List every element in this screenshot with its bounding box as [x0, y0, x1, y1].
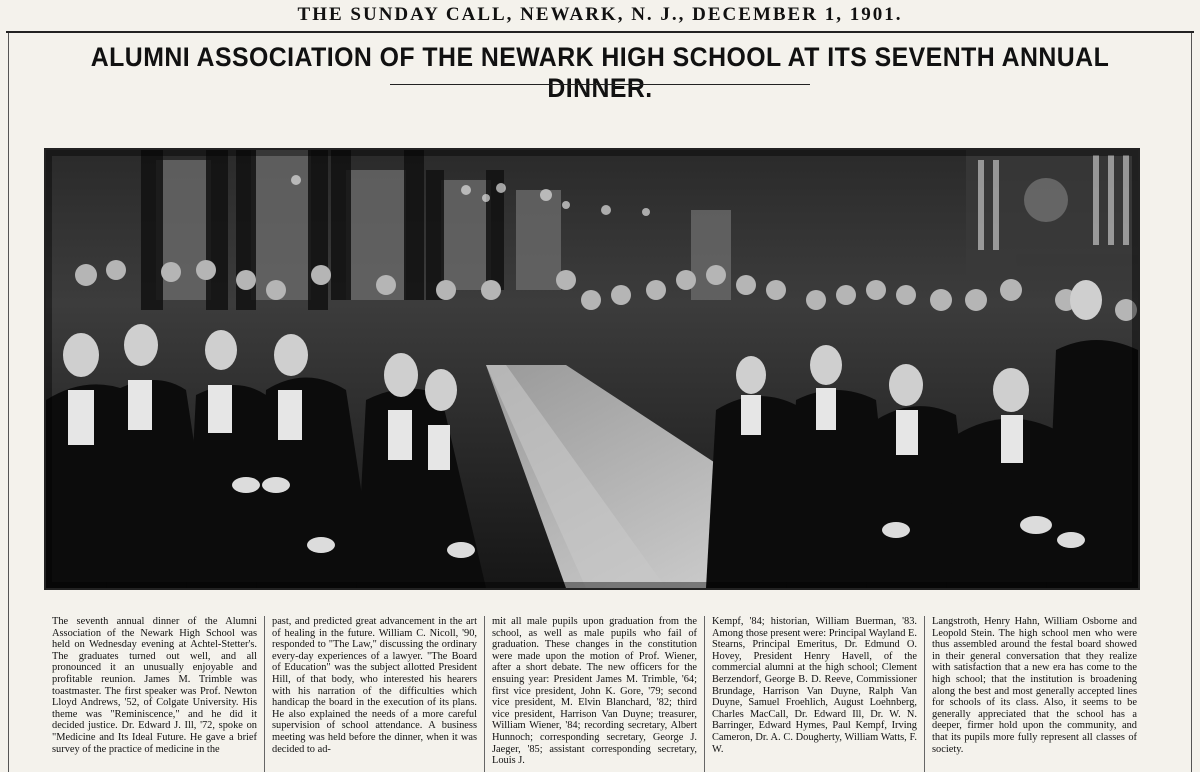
article-column-4: Kempf, '84; historian, William Buerman, '83. Among those present were: Principal Wayland E. Stearns, Principal Emeritus, Dr. Edmund O. Hovey, President Henry Havell, of the commercial alumni at the high school; Clement Berzendorf, George B. D. Reeve, Commissioner Brundage, Harrison Van Duyne, Ralph Van Duyne, Samuel Froehlich, August Loehnberg, Charles MacCall, Dr. Edward Ill, Dr. W. N. Barringer, Edward Hymes, Paul Kempf, Irving Cameron, Dr. A. C. Dougherty, William Watts, F. W.: [704, 616, 924, 772]
masthead-rule: [6, 31, 1194, 33]
right-column-rule: [1191, 33, 1192, 772]
article-columns: [52, 616, 1144, 772]
headline: ALUMNI ASSOCIATION OF THE NEWARK HIGH SCHOOL AT ITS SEVENTH ANNUAL DINNER.: [90, 42, 1110, 103]
masthead: THE SUNDAY CALL, NEWARK, N. J., DECEMBER 1, 1901.: [297, 4, 903, 25]
article-column-3: mit all male pupils upon graduation from the school, as well as male pupils who fail of graduation. These changes in the constitution were made upon the motion of Prof. Wiener, after a short debate. The new officers for the ensuing year: President James M. Trimble, '64; first vice president, John K. Gore, '79; second vice president, M. Elvin Blanchard, '82; third vice president, Harrison Van Duyne; treasurer, William Wiener, '84; recording secretary, Albert Hunnoch; corresponding secretary, George J. Jaeger, '85; assistant corresponding secretary, Louis J.: [484, 616, 704, 772]
article-column-2: past, and predicted great advancement in the art of healing in the future. William C. Nicoll, '90, responded to "The Law," discussing the ordinary every-day experiences of a lawyer. "The Board of Education" was the subject allotted President Hill, of that body, who interested his hearers with his narration of the difficulties which handicap the board in the execution of its plans. He also explained the needs of a more careful supervision of school attendance. A business meeting was held before the dinner, when it was decided to ad-: [264, 616, 484, 772]
headline-rule: [390, 84, 810, 85]
banquet-photo-rendering: [46, 150, 1138, 588]
article-column-1: The seventh annual dinner of the Alumni Association of the Newark High School was held on Wednesday evening at Achtel-Stetter's. The graduates turned out well, and all pronounced it an unusually enjoyable and profitable reunion. James M. Trimble was toastmaster. The first speaker was Prof. Newton Lloyd Andrews, '52, of Colgate University. His theme was "Reminiscence," and he did it decided justice. Dr. Edward J. Ill, '72, spoke on "Medicine and Its Ideal Future. He gave a brief survey of the practice of medicine in the: [52, 616, 257, 755]
banquet-photograph: [44, 148, 1140, 590]
left-column-rule: [8, 33, 9, 772]
article-column-5: Langstroth, Henry Hahn, William Osborne and Leopold Stein. The high school men who were thus assembled around the festal board showed in their general conversation that they realize with satisfaction that a new era has come to the high school; that the institution is broadening along the best and most generally accepted lines for schools of its class. Also, it seems to be generally appreciated that the school has a deeper, firmer hold upon the community, and that its pupils more fully represent all classes of society.: [924, 616, 1144, 772]
